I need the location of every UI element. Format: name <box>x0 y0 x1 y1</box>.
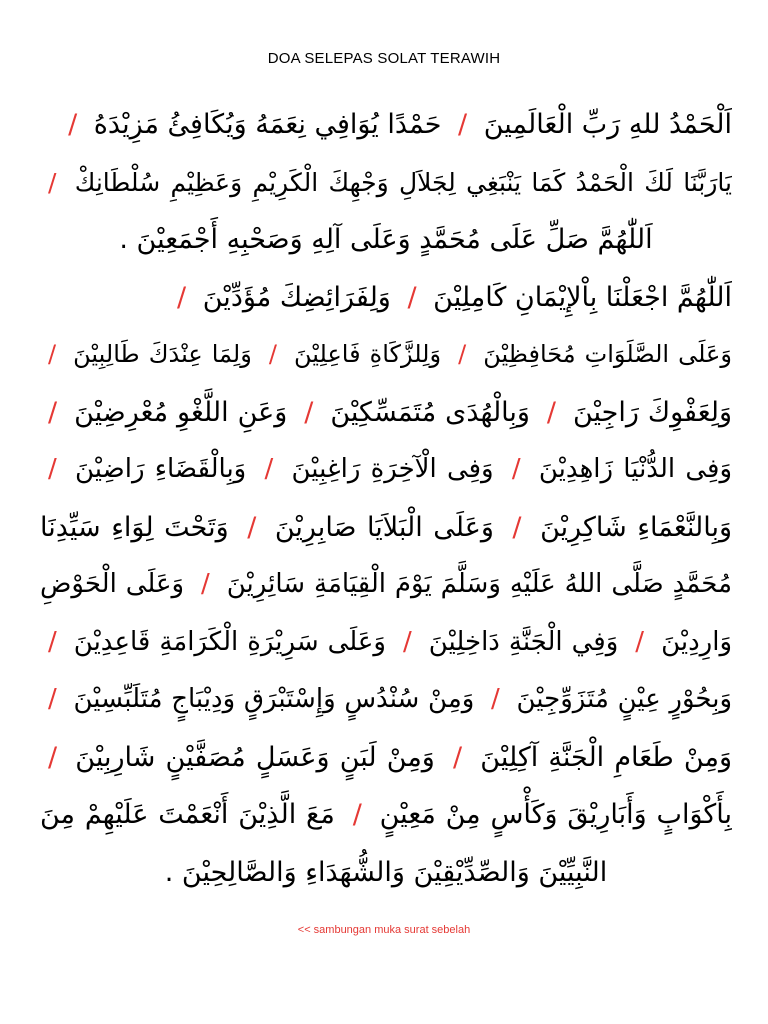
prayer-segment: وَبِالْهُدَى مُتَمَسِّكِيْنَ <box>330 396 530 428</box>
prayer-text-block <box>40 96 732 901</box>
separator-mark: / <box>48 167 57 197</box>
prayer-segment: وَمِنْ سُنْدُسٍ وَإِسْتَبْرَقٍ وَدِيْبَاجٍ مُتَلَبِّسِيْنَ <box>73 684 475 714</box>
prayer-segment: اَللّٰهُمَّ اجْعَلْنَا بِاْلإِيْمَانِ كَامِلِيْنَ <box>433 281 732 313</box>
separator-mark: / <box>512 511 522 543</box>
continuation-note: << sambungan muka surat sebelah <box>297 924 471 936</box>
prayer-segment: اَلْحَمْدُ للهِ رَبِّ الْعَالَمِينَ <box>483 109 732 140</box>
prayer-segment: بِأَكْوَابٍ وَأَبَارِيْقَ وَكَأْسٍ مِنْ مَعِيْنٍ <box>379 799 732 830</box>
prayer-segment: وَعَلَى سَرِيْرَةِ الْكَرَامَةِ قَاعِدِيْنَ <box>73 626 386 657</box>
prayer-segment: وَعَلَى الصَّلَوَاتِ مُحَافِظِيْنَ <box>483 340 732 368</box>
separator-mark: / <box>491 684 500 714</box>
prayer-line <box>40 154 732 212</box>
prayer-line <box>40 614 732 672</box>
prayer-segment: حَمْدًا يُوَافِي نِعَمَهُ وَيُكَافِئُ مَزِيْدَهُ <box>93 109 442 140</box>
prayer-segment: وَلِعَفْوِكَ رَاجِيْنَ <box>572 396 732 428</box>
prayer-line <box>40 384 732 442</box>
prayer-segment: وَمِنْ لَبَنٍ وَعَسَلٍ مُصَفَّيْنٍ شَارِبِيْنَ <box>75 741 435 773</box>
prayer-line <box>40 844 732 902</box>
separator-mark: / <box>458 340 467 368</box>
prayer-segment: وَفِى الدُّنْيَا زَاهِدِيْنَ <box>538 454 732 484</box>
prayer-segment: وَلِلزَّكَاةِ فَاعِلِيْنَ <box>294 340 442 368</box>
separator-mark: / <box>48 454 57 484</box>
separator-mark: / <box>457 109 468 140</box>
separator-mark: / <box>264 454 274 484</box>
prayer-line <box>40 671 732 729</box>
prayer-segment: وَعَلَى الْبَلاَيَا صَابِرِيْنَ <box>274 511 494 543</box>
prayer-segment: وَبِالنَّعْمَاءِ شَاكِرِيْنَ <box>540 511 732 543</box>
prayer-line <box>40 326 732 384</box>
separator-mark: / <box>402 626 412 657</box>
separator-mark: / <box>511 454 521 484</box>
prayer-segment: اَللّٰهُمَّ صَلِّ عَلَى مُحَمَّدٍ وَعَلَى آلِهِ وَصَحْبِهِ أَجْمَعِيْنَ . <box>119 224 653 255</box>
prayer-segment: وَارِدِيْنَ <box>661 626 732 657</box>
prayer-line <box>40 96 732 154</box>
prayer-segment: وَبِالْقَضَاءِ رَاضِيْنَ <box>75 454 247 484</box>
separator-mark: / <box>352 799 362 830</box>
separator-mark: / <box>48 340 57 368</box>
prayer-segment: يَارَبَّنَا لَكَ الْحَمْدُ كَمَا يَنْبَغِي لِجَلاَلِ وَجْهِكَ الْكَرِيْمِ وَعَظِيْمِ سُلْطَانِكْ <box>74 167 732 197</box>
prayer-segment: وَمِنْ طَعَامِ الْجَنَّةِ آكِلِيْنَ <box>480 741 732 773</box>
separator-mark: / <box>201 569 210 599</box>
separator-mark: / <box>48 741 58 773</box>
prayer-line <box>40 211 732 269</box>
prayer-segment: وَعَنِ اللَّغْوِ مُعْرِضِيْنَ <box>74 396 288 428</box>
separator-mark: / <box>407 281 417 313</box>
separator-mark: / <box>635 626 645 657</box>
separator-mark: / <box>453 741 463 773</box>
separator-mark: / <box>268 340 277 368</box>
separator-mark: / <box>304 396 314 428</box>
prayer-segment: وَلِفَرَائِضِكَ مُؤَدِّيْنَ <box>202 281 391 313</box>
prayer-segment: وَفِي الْجَنَّةِ دَاخِلِيْنَ <box>428 626 619 657</box>
separator-mark: / <box>546 396 557 428</box>
prayer-segment: النَّبِيِّيْنَ وَالصِّدِّيْقِيْنَ وَالشُّهَدَاءِ وَالصَّالِحِيْنَ . <box>164 856 608 888</box>
prayer-segment: وَفِى الْآخِرَةِ رَاغِبِيْنَ <box>291 454 494 484</box>
prayer-line <box>40 441 732 499</box>
page-title: DOA SELEPAS SOLAT TERAWIH <box>267 50 501 67</box>
prayer-segment: وَتَحْتَ لِوَاءِ سَيِّدِنَا <box>40 511 229 543</box>
prayer-segment: وَبِحُوْرٍ عِيْنٍ مُتَزَوِّجِيْنَ <box>516 684 732 714</box>
separator-mark: / <box>177 281 187 313</box>
prayer-segment: وَلِمَا عِنْدَكَ طَالِبِيْنَ <box>73 340 252 368</box>
prayer-segment: مَعَ الَّذِيْنَ أَنْعَمْتَ عَلَيْهِمْ مِنَ <box>40 799 335 830</box>
separator-mark: / <box>68 109 78 140</box>
prayer-line <box>40 556 732 614</box>
prayer-segment: مُحَمَّدٍ صَلَّى اللهُ عَلَيْهِ وَسَلَّمَ يَوْمَ الْقِيَامَةِ سَائِرِيْنَ <box>226 569 732 599</box>
separator-mark: / <box>48 396 58 428</box>
prayer-line <box>40 729 732 787</box>
prayer-line <box>40 499 732 557</box>
separator-mark: / <box>247 511 257 543</box>
separator-mark: / <box>48 684 57 714</box>
prayer-line <box>40 786 732 844</box>
prayer-line <box>40 269 732 327</box>
prayer-segment: وَعَلَى الْحَوْضِ <box>40 569 185 599</box>
separator-mark: / <box>48 626 57 657</box>
